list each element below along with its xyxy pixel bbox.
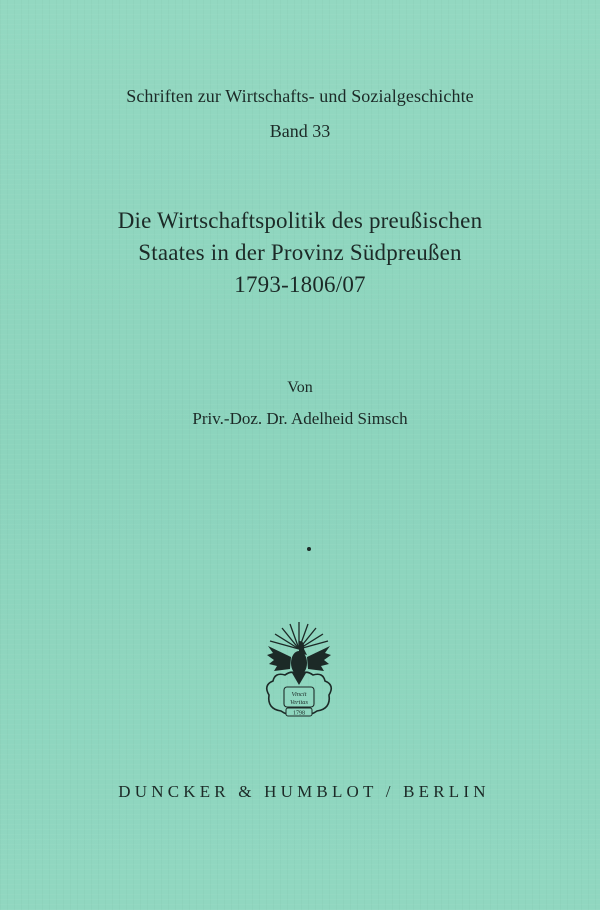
- book-title-line-1: Die Wirtschaftspolitik des preußischen: [117, 208, 483, 233]
- byline: Von: [287, 379, 313, 396]
- book-title-line-2: Staates in der Provinz Südpreußen: [138, 240, 462, 265]
- emblem-motto-line-1: Vincit: [291, 691, 307, 698]
- book-title-date-range: 1793-1806/07: [234, 272, 366, 297]
- series-title: Schriften zur Wirtschafts- und Sozialgeschichte: [126, 86, 474, 106]
- volume-number: Band 33: [269, 121, 331, 141]
- eagle-publisher-logo-icon: [259, 619, 339, 719]
- publisher-imprint: DUNCKER & HUMBLOT / BERLIN: [118, 782, 490, 801]
- ornament-dot: [307, 547, 311, 551]
- emblem-year: 1798: [293, 710, 305, 717]
- emblem-motto-line-2: Veritas: [289, 699, 309, 706]
- author-name: Priv.-Doz. Dr. Adelheid Simsch: [192, 409, 408, 428]
